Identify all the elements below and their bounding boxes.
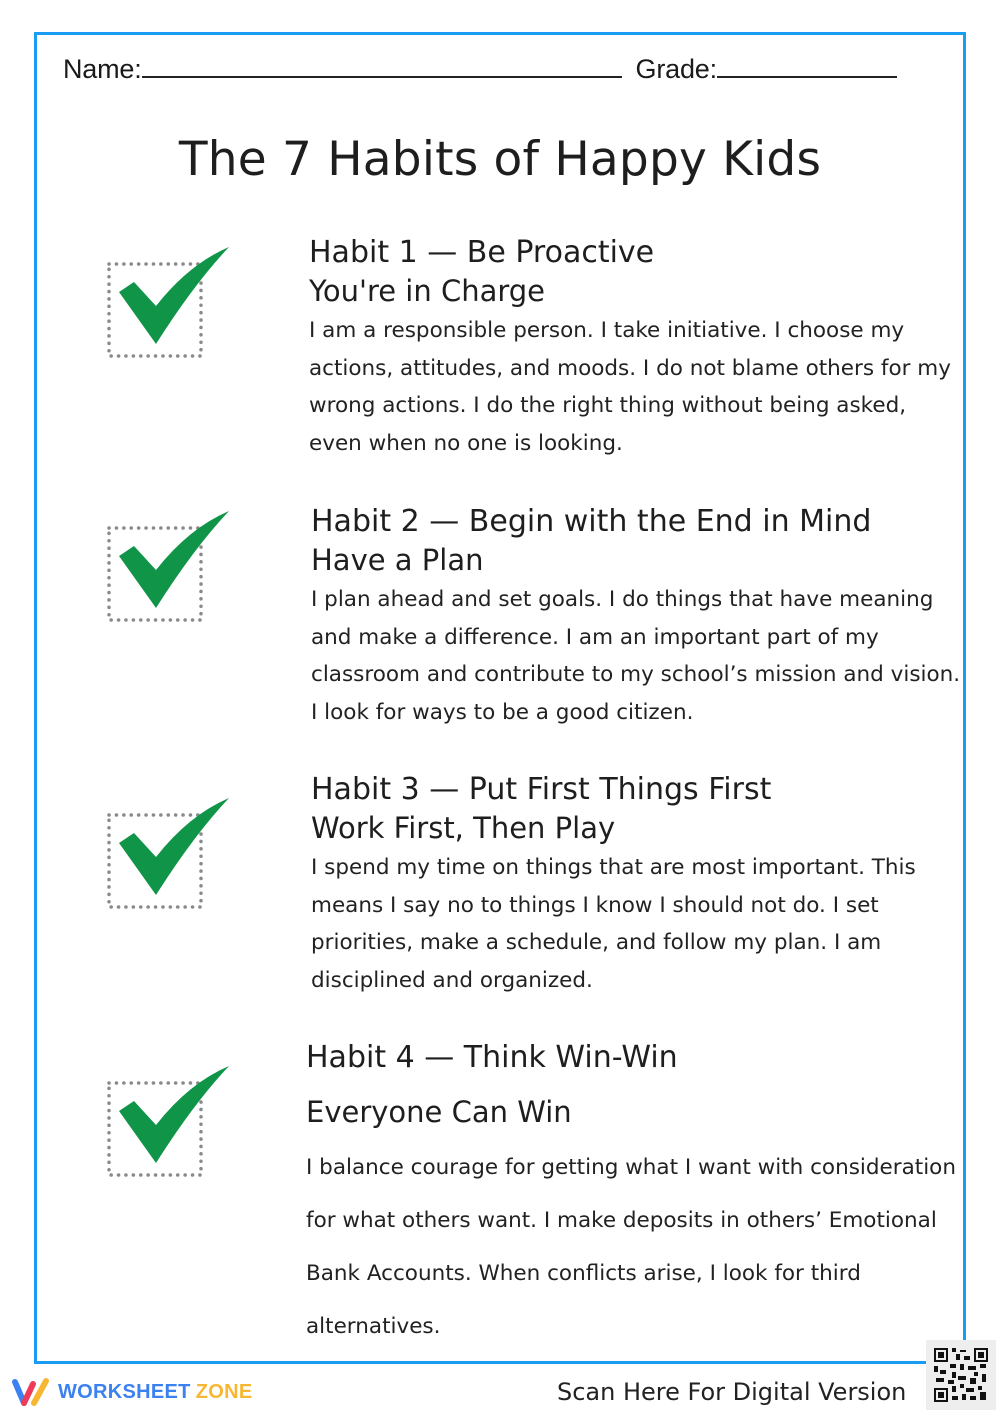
habit-subtitle: Everyone Can Win (306, 1095, 572, 1129)
scan-instruction: Scan Here For Digital Version (557, 1378, 907, 1406)
name-field[interactable] (142, 52, 622, 78)
habit-title: Habit 2 — Begin with the End in Mind (311, 504, 872, 539)
habit-text (309, 234, 959, 462)
checkbox-checked-icon (104, 508, 234, 633)
page-title: The 7 Habits of Happy Kids (178, 132, 822, 187)
checkbox-checked-icon (104, 244, 234, 369)
habit-title: Habit 1 — Be Proactive (309, 235, 655, 270)
habit-body: I plan ahead and set goals. I do things that have meaning and make a difference. I am an important part of my classroom and contribute to my school’s mission and vision. I look for ways to be a good citizen. (311, 587, 961, 725)
habit-text (311, 503, 961, 731)
habit-subtitle: You're in Charge (309, 274, 546, 308)
habit-subtitle: Work First, Then Play (311, 811, 616, 845)
habit-body: I am a responsible person. I take initiative. I choose my actions, attitudes, and moods. I do not blame others for my wrong actions. I do the right thing without being asked, even when no one is looking. (309, 318, 951, 456)
habit-subtitle: Have a Plan (311, 543, 484, 577)
grade-label: Grade: (635, 54, 717, 84)
habit-title: Habit 4 — Think Win-Win (306, 1040, 678, 1075)
worksheetzone-w-icon (10, 1376, 52, 1408)
brand-worksheet: WORKSHEET (58, 1380, 191, 1403)
name-grade-line (63, 52, 897, 85)
habit-text (306, 1039, 958, 1353)
grade-field[interactable] (717, 52, 897, 78)
habit-title: Habit 3 — Put First Things First (311, 772, 772, 807)
habit-body: I spend my time on things that are most important. This means I say no to things I know I should not do. I set priorities, make a schedule, and follow my plan. I am disciplined and organized. (311, 855, 916, 993)
brand-zone: ZONE (195, 1380, 253, 1403)
checkbox-checked-icon (104, 1063, 234, 1188)
habit-text (311, 771, 956, 999)
checkbox-checked-icon (104, 795, 234, 920)
worksheetzone-logo[interactable] (10, 1376, 252, 1408)
name-label: Name: (63, 54, 142, 84)
habit-body: I balance courage for getting what I want with consideration for what others want. I make deposits in others’ Emotional Bank Accounts. When conflicts arise, I look for third alternatives. (306, 1155, 956, 1339)
qr-code-icon[interactable] (926, 1340, 996, 1410)
